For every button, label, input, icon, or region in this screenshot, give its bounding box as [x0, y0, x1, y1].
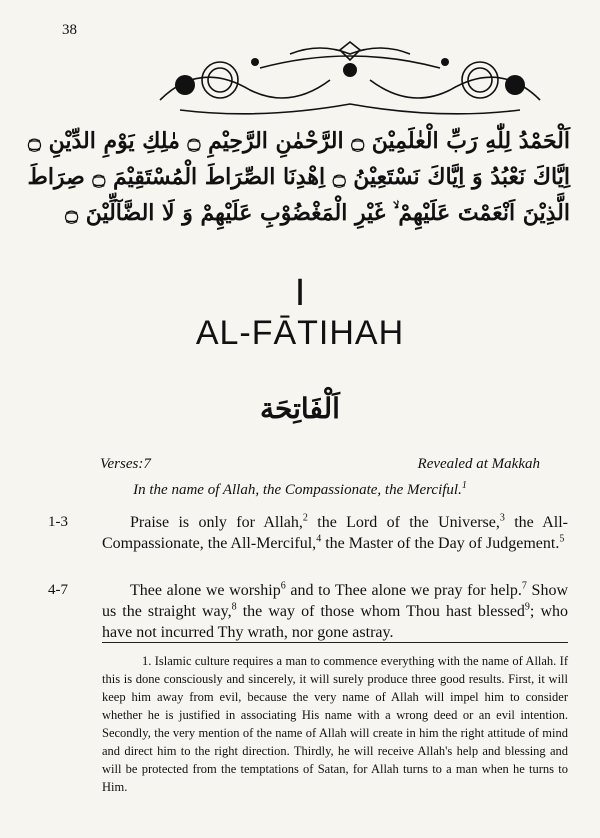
surah-header-ornament-icon: [140, 40, 560, 122]
arabic-verse-line-1: اَلْحَمْدُ لِلّٰهِ رَبِّ الْعٰلَمِيْنَ ۝ الرَّحْمٰنِ الرَّحِيْمِ ۝ مٰلِكِ يَوْمِ الدِّيْنِ ۝: [28, 128, 570, 154]
footnote-marker: 3: [499, 512, 505, 524]
footnote-1: [102, 652, 568, 796]
footnote-marker: 8: [231, 601, 237, 613]
footnote-marker: 9: [524, 601, 530, 613]
bismillah: [0, 482, 600, 499]
arabic-verse-line-3: الَّذِيْنَ اَنْعَمْتَ عَلَيْهِمْ ۙ غَيْرِ الْمَغْضُوْبِ عَلَيْهِمْ وَ لَا الضَّآلِّيْنَ ۝: [65, 200, 570, 226]
passage-text: the Lord of the Universe,: [307, 514, 500, 531]
passage-text: ; who have not incurred Thy wrath, nor gone astray.: [102, 603, 568, 641]
surah-number: I: [294, 272, 306, 314]
footnote-marker: 4: [316, 533, 322, 545]
footnote-marker: 7: [521, 580, 527, 592]
passage-1: [102, 512, 568, 554]
verses-count: Verses:7: [100, 456, 151, 472]
passage-text: Thee alone we worship: [130, 582, 281, 599]
footnote-text: 1. Islamic culture requires a man to commence everything with the name of Allah. If this is done consciously and sincerely, it will surely produce three good results. First, it will keep him away from evil, because the very name of Allah will impel him to consider whether he is justified in associating His name with a wrong deed or an evil intention. Secondly, the very mention of the name of Allah will create in him the right attitude of mind and direct him to the right direction. Thirdly, he will receive Allah's help and blessing and will be protected from the temptations of Satan, for Allah turns to a man when he turns to Him.: [102, 654, 568, 794]
passage-text: and to Thee alone we pray for help.: [285, 582, 522, 599]
surah-title: AL-FĀTIHAH: [195, 314, 405, 352]
bismillah-text: In the name of Allah, the Compassionate, the Merciful.: [133, 482, 462, 498]
passage-text: Praise is only for Allah,: [130, 514, 303, 531]
passage-text: the Master of the Day of Judgement.: [321, 535, 560, 552]
footnote-marker: 2: [302, 512, 308, 524]
verse-ref-1-3: 1-3: [48, 514, 68, 530]
passage-text: Show us the straight way,: [102, 582, 569, 620]
page-number: 38: [62, 22, 77, 38]
verse-ref-4-7: 4-7: [48, 582, 68, 598]
passage-2: [102, 580, 568, 643]
footnote-divider: [102, 642, 568, 643]
arabic-verse-line-2: اِيَّاكَ نَعْبُدُ وَ اِيَّاكَ نَسْتَعِيْنُ ۝ اِهْدِنَا الصِّرَاطَ الْمُسْتَقِيْمَ ۝ صِرَاطَ: [27, 164, 570, 190]
footnote-marker: 5: [559, 533, 565, 545]
footnote-marker: 6: [280, 580, 286, 592]
passage-text: the way of those whom Thou hast blessed: [236, 603, 525, 620]
revelation-place: Revealed at Makkah: [417, 456, 540, 472]
footnote-marker: 1: [461, 480, 467, 491]
passage-text: the All-Compassionate, the All-Merciful,: [102, 514, 569, 552]
surah-arabic-title: اَلْفَاتِحَة: [260, 392, 340, 425]
